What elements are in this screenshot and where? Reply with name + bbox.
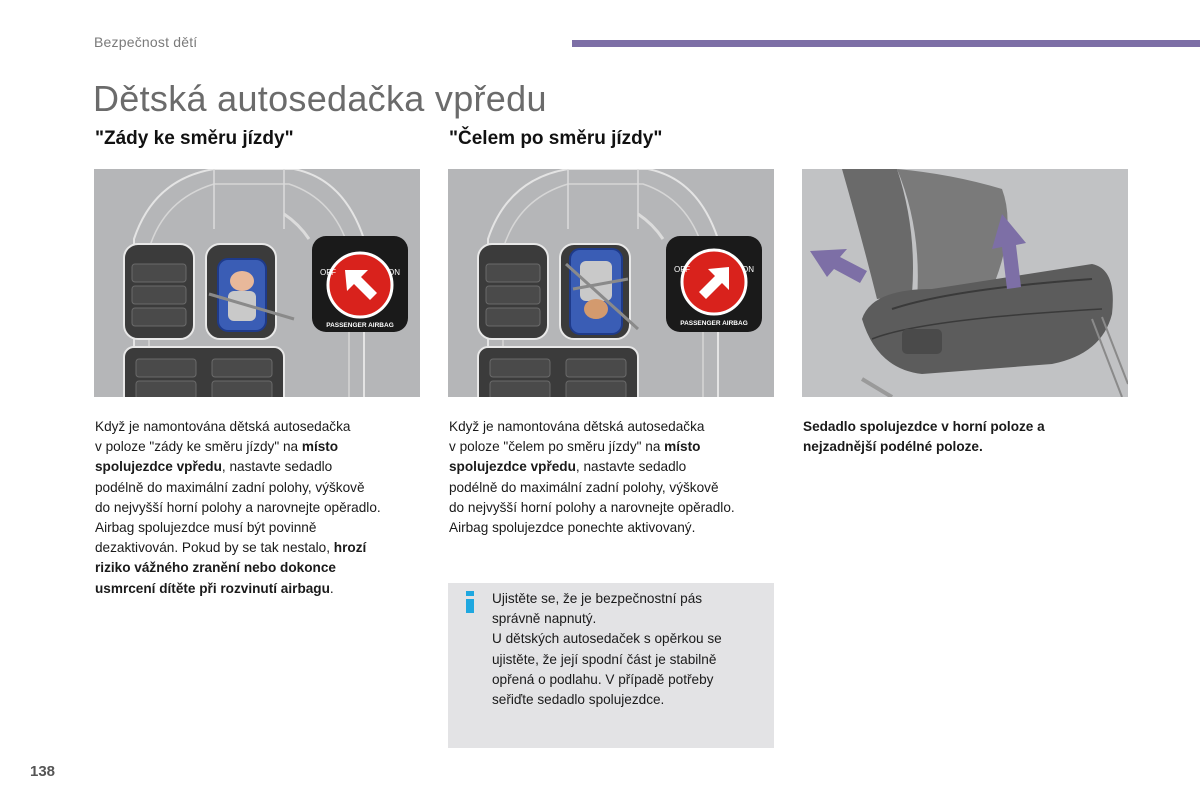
text-run: místo bbox=[301, 439, 339, 455]
text-line bbox=[449, 478, 779, 498]
section-label: Bezpečnost dětí bbox=[94, 34, 198, 50]
text-line bbox=[95, 478, 425, 498]
text-run: podélně do maximální zadní polohy, výškově bbox=[95, 479, 365, 495]
text-run: místo bbox=[664, 439, 701, 455]
info-line: seřiďte sedadlo spolujezdce. bbox=[492, 692, 665, 708]
off-label: OFF bbox=[674, 265, 690, 274]
text-run: Airbag spolujezdce ponechte aktivovaný. bbox=[449, 520, 696, 536]
passenger-seat bbox=[560, 244, 638, 339]
airbag-label-off bbox=[312, 236, 408, 332]
text-run: Když je namontována dětská autosedačka bbox=[95, 419, 351, 434]
info-icon bbox=[464, 589, 476, 615]
figure-seat-adjustment bbox=[802, 169, 1128, 397]
page-number: 138 bbox=[30, 763, 56, 780]
text-line bbox=[803, 437, 1123, 457]
text-run: riziko vážného zranění nebo dokonce bbox=[95, 560, 336, 576]
text-line bbox=[95, 417, 425, 437]
text-line bbox=[449, 417, 779, 437]
header-bar bbox=[572, 40, 1200, 47]
info-line: U dětských autosedaček s opěrkou se bbox=[492, 631, 722, 647]
text-line bbox=[803, 417, 1123, 437]
on-label: ON bbox=[742, 265, 754, 274]
text-run: spolujezdce vpředu bbox=[449, 459, 576, 475]
info-line: ujistěte, že její spodní část je stabilně bbox=[492, 651, 717, 667]
text-run: podélně do maximální zadní polohy, výškově bbox=[449, 479, 719, 495]
text-run: hrozí bbox=[333, 540, 367, 556]
text-run: usmrcení dítěte při rozvinutí airbagu bbox=[95, 580, 330, 596]
text-run: , nastavte sedadlo bbox=[221, 459, 333, 475]
off-label: OFF bbox=[320, 268, 336, 277]
text-line bbox=[95, 558, 425, 578]
rear-bench bbox=[124, 347, 284, 397]
text-run: do nejvyšší horní polohy a narovnejte opěradlo. bbox=[449, 499, 735, 515]
passenger-airbag-text: PASSENGER AIRBAG bbox=[680, 320, 748, 327]
heading-rear-facing: "Zády ke směru jízdy" bbox=[95, 128, 294, 149]
on-label: ON bbox=[388, 268, 400, 277]
figure-rear-facing bbox=[94, 169, 420, 397]
info-line: správně napnutý. bbox=[492, 611, 597, 627]
text-run: v poloze "zády ke směru jízdy" na bbox=[95, 439, 302, 455]
text-run: do nejvyšší horní polohy a narovnejte opěradlo. bbox=[95, 499, 381, 515]
text-line bbox=[95, 518, 425, 538]
rear-bench bbox=[478, 347, 638, 397]
airbag-label-on bbox=[666, 236, 762, 332]
text-run: , nastavte sedadlo bbox=[575, 459, 687, 475]
info-line: opřená o podlahu. V případě potřeby bbox=[492, 671, 714, 687]
text-run: Airbag spolujezdce musí být povinně bbox=[95, 520, 317, 536]
text-run: spolujezdce vpředu bbox=[95, 459, 222, 475]
text-forward-facing bbox=[449, 417, 779, 538]
text-line bbox=[449, 498, 779, 518]
text-run: nejzadnější podélné poloze. bbox=[803, 439, 983, 455]
text-rear-facing bbox=[95, 417, 425, 599]
text-line bbox=[449, 457, 779, 477]
text-run: dezaktivován. Pokud by se tak nestalo, bbox=[95, 540, 334, 556]
text-line bbox=[95, 437, 425, 457]
text-line bbox=[95, 579, 425, 599]
passenger-airbag-text: PASSENGER AIRBAG bbox=[326, 322, 394, 329]
text-line bbox=[95, 498, 425, 518]
driver-seat bbox=[478, 244, 548, 339]
text-line bbox=[449, 518, 779, 538]
text-run: Když je namontována dětská autosedačka bbox=[449, 419, 705, 434]
info-text bbox=[492, 589, 762, 710]
text-run: . bbox=[329, 580, 334, 596]
figure-forward-facing bbox=[448, 169, 774, 397]
text-run: Sedadlo spolujezdce v horní poloze a bbox=[803, 419, 1045, 434]
text-line bbox=[95, 457, 425, 477]
text-line bbox=[449, 437, 779, 457]
text-line bbox=[95, 538, 425, 558]
page-title: Dětská autosedačka vpředu bbox=[93, 78, 547, 119]
heading-forward-facing: "Čelem po směru jízdy" bbox=[449, 128, 663, 149]
info-line: Ujistěte se, že je bezpečnostní pás bbox=[492, 591, 703, 606]
text-seat-position bbox=[803, 417, 1123, 457]
driver-seat bbox=[124, 244, 194, 339]
text-run: v poloze "čelem po směru jízdy" na bbox=[449, 439, 665, 455]
